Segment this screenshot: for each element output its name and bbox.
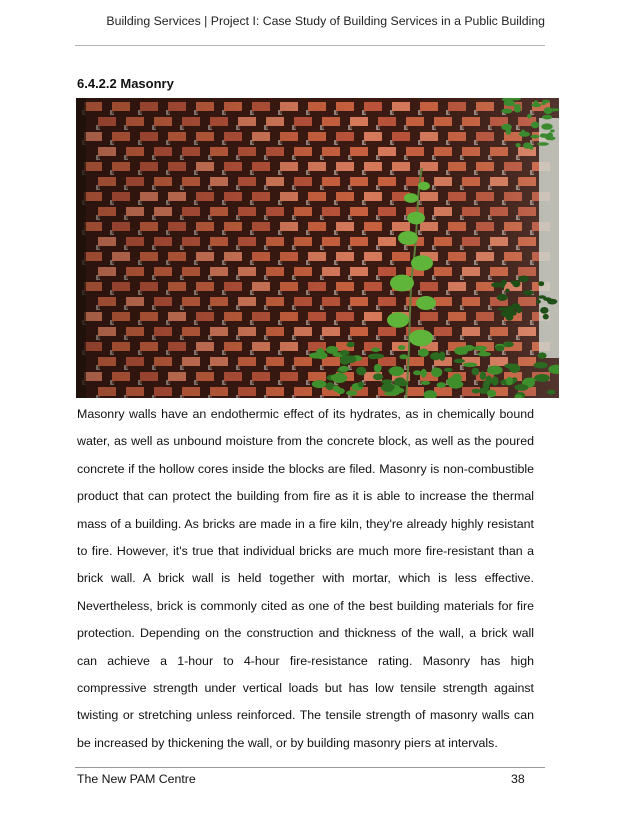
foliage-leaf [544, 107, 553, 114]
foliage-leaf [480, 350, 487, 355]
footer-divider [75, 767, 545, 768]
foliage-leaf [398, 345, 405, 350]
foliage-leaf [511, 281, 516, 284]
foliage-leaf [437, 382, 447, 388]
foliage-leaf [431, 368, 442, 378]
foliage-leaf [413, 370, 421, 375]
foliage-leaf [346, 390, 357, 395]
foliage-leaf [309, 352, 324, 358]
foliage-leaf [347, 342, 355, 348]
foliage-leaf [356, 367, 366, 376]
body-paragraph: Masonry walls have an endothermic effect of its hydrates, as in chemically bound water, as well as unbound moisture from the concrete block, as well as the poured concrete if the hollow cores inside the blocks are filed. Masonry is non-combustible product that can protect the building from fire as it is able to increase the thermal mass of a building. As bricks are made in a fire kiln, they're already highly resistant to fire. However, it's true that individual bricks are much more fire-resistant than a brick wall. A brick wall is held together with mortar, which is less effective. Nevertheless, brick is commonly cited as one of the best building materials for fire protection. Depending on the construction and thickness of the wall, a brick wall can achieve a 1-hour to 4-hour fire-resistance rating. Masonry has high compressive strength under vertical loads but has low tensile strength against twisting or stretching unless reinforced. The tensile strength of masonry walls can be increased by thickening the wall, or by building masonry piers at intervals. [77, 407, 534, 750]
foliage-leaf [491, 376, 498, 385]
leaf [411, 255, 433, 270]
foliage-leaf [399, 354, 407, 359]
leaf [404, 193, 418, 203]
foliage-leaf [340, 350, 350, 356]
foliage-leaf [460, 347, 469, 355]
foliage-leaf [547, 390, 555, 395]
foliage-leaf [534, 374, 550, 382]
foliage-leaf [501, 109, 512, 114]
page-number: 38 [511, 772, 525, 786]
foliage-leaf [538, 352, 547, 358]
left-shadow [76, 98, 86, 398]
leaf [407, 212, 425, 225]
foliage-leaf [381, 383, 395, 392]
foliage-leaf [503, 341, 514, 347]
foliage-leaf [374, 364, 382, 371]
foliage-leaf [541, 123, 552, 129]
page-header: Building Services | Project I: Case Study of Building Services in a Public Building [106, 14, 545, 28]
leaf [387, 312, 409, 327]
foliage-leaf [504, 310, 510, 313]
foliage-leaf [389, 366, 404, 376]
foliage-leaf [527, 114, 532, 119]
masonry-wall-photo [76, 98, 559, 398]
foliage-leaf [393, 388, 405, 394]
concrete-column [539, 118, 559, 358]
foliage-leaf [463, 363, 477, 368]
foliage-leaf [430, 352, 441, 360]
leaf [416, 296, 436, 310]
foliage-leaf [444, 368, 453, 372]
foliage-leaf [485, 375, 492, 384]
foliage-leaf [506, 377, 513, 385]
foliage-leaf [454, 359, 465, 363]
foliage-leaf [421, 369, 427, 378]
foliage-leaf [523, 290, 534, 295]
foliage-leaf [516, 143, 521, 147]
foliage-leaf [538, 281, 544, 286]
foliage-leaf [542, 115, 552, 120]
foliage-leaf [495, 345, 504, 351]
foliage-leaf [472, 368, 480, 376]
foliage-leaf [501, 279, 507, 285]
foliage-leaf [504, 364, 516, 369]
foliage-leaf [537, 142, 549, 145]
foliage-leaf [331, 374, 345, 382]
foliage-leaf [371, 348, 380, 352]
foliage-leaf [534, 362, 548, 369]
foliage-leaf [501, 124, 512, 131]
foliage-leaf [540, 133, 546, 137]
foliage-leaf [394, 377, 406, 386]
foliage-leaf [358, 382, 364, 388]
foliage-leaf [368, 354, 378, 360]
foliage-leaf [518, 276, 529, 283]
foliage-leaf [506, 314, 514, 321]
brick-wall-illustration [76, 98, 559, 398]
foliage-leaf [480, 371, 486, 380]
foliage-leaf [487, 390, 496, 397]
foliage-leaf [487, 366, 503, 375]
foliage-leaf [497, 294, 508, 301]
foliage-leaf [536, 300, 541, 304]
foliage-leaf [530, 135, 539, 139]
foliage-leaf [547, 132, 553, 138]
foliage-leaf [547, 299, 557, 305]
foliage-leaf [519, 132, 530, 137]
foliage-leaf [344, 355, 356, 363]
foliage-leaf [497, 307, 507, 311]
leaf [409, 330, 433, 347]
foliage-leaf [491, 282, 502, 287]
foliage-leaf [421, 381, 430, 385]
foliage-leaf [550, 129, 555, 132]
footer-title: The New PAM Centre [77, 772, 196, 786]
foliage-leaf [543, 314, 549, 320]
foliage-leaf [337, 388, 345, 394]
leaf [390, 275, 414, 292]
foliage-leaf [534, 100, 539, 106]
foliage-leaf [418, 349, 429, 357]
leaf [398, 231, 418, 245]
foliage-leaf [452, 374, 462, 384]
foliage-leaf [512, 303, 520, 309]
foliage-leaf [542, 100, 550, 104]
foliage-leaf [514, 384, 528, 391]
header-divider [75, 45, 545, 46]
foliage-leaf [381, 379, 392, 384]
foliage-leaf [373, 373, 383, 380]
foliage-leaf [523, 142, 532, 148]
foliage-leaf [505, 289, 509, 293]
foliage-leaf [312, 380, 327, 388]
foliage-leaf [339, 366, 349, 372]
foliage-leaf [531, 122, 539, 129]
section-heading: 6.4.2.2 Masonry [77, 76, 174, 91]
foliage-leaf [538, 295, 546, 298]
foliage-leaf [472, 389, 480, 394]
leaf [418, 182, 430, 190]
foliage-leaf [513, 104, 521, 107]
foliage-leaf [540, 307, 548, 314]
foliage-leaf [474, 346, 487, 351]
